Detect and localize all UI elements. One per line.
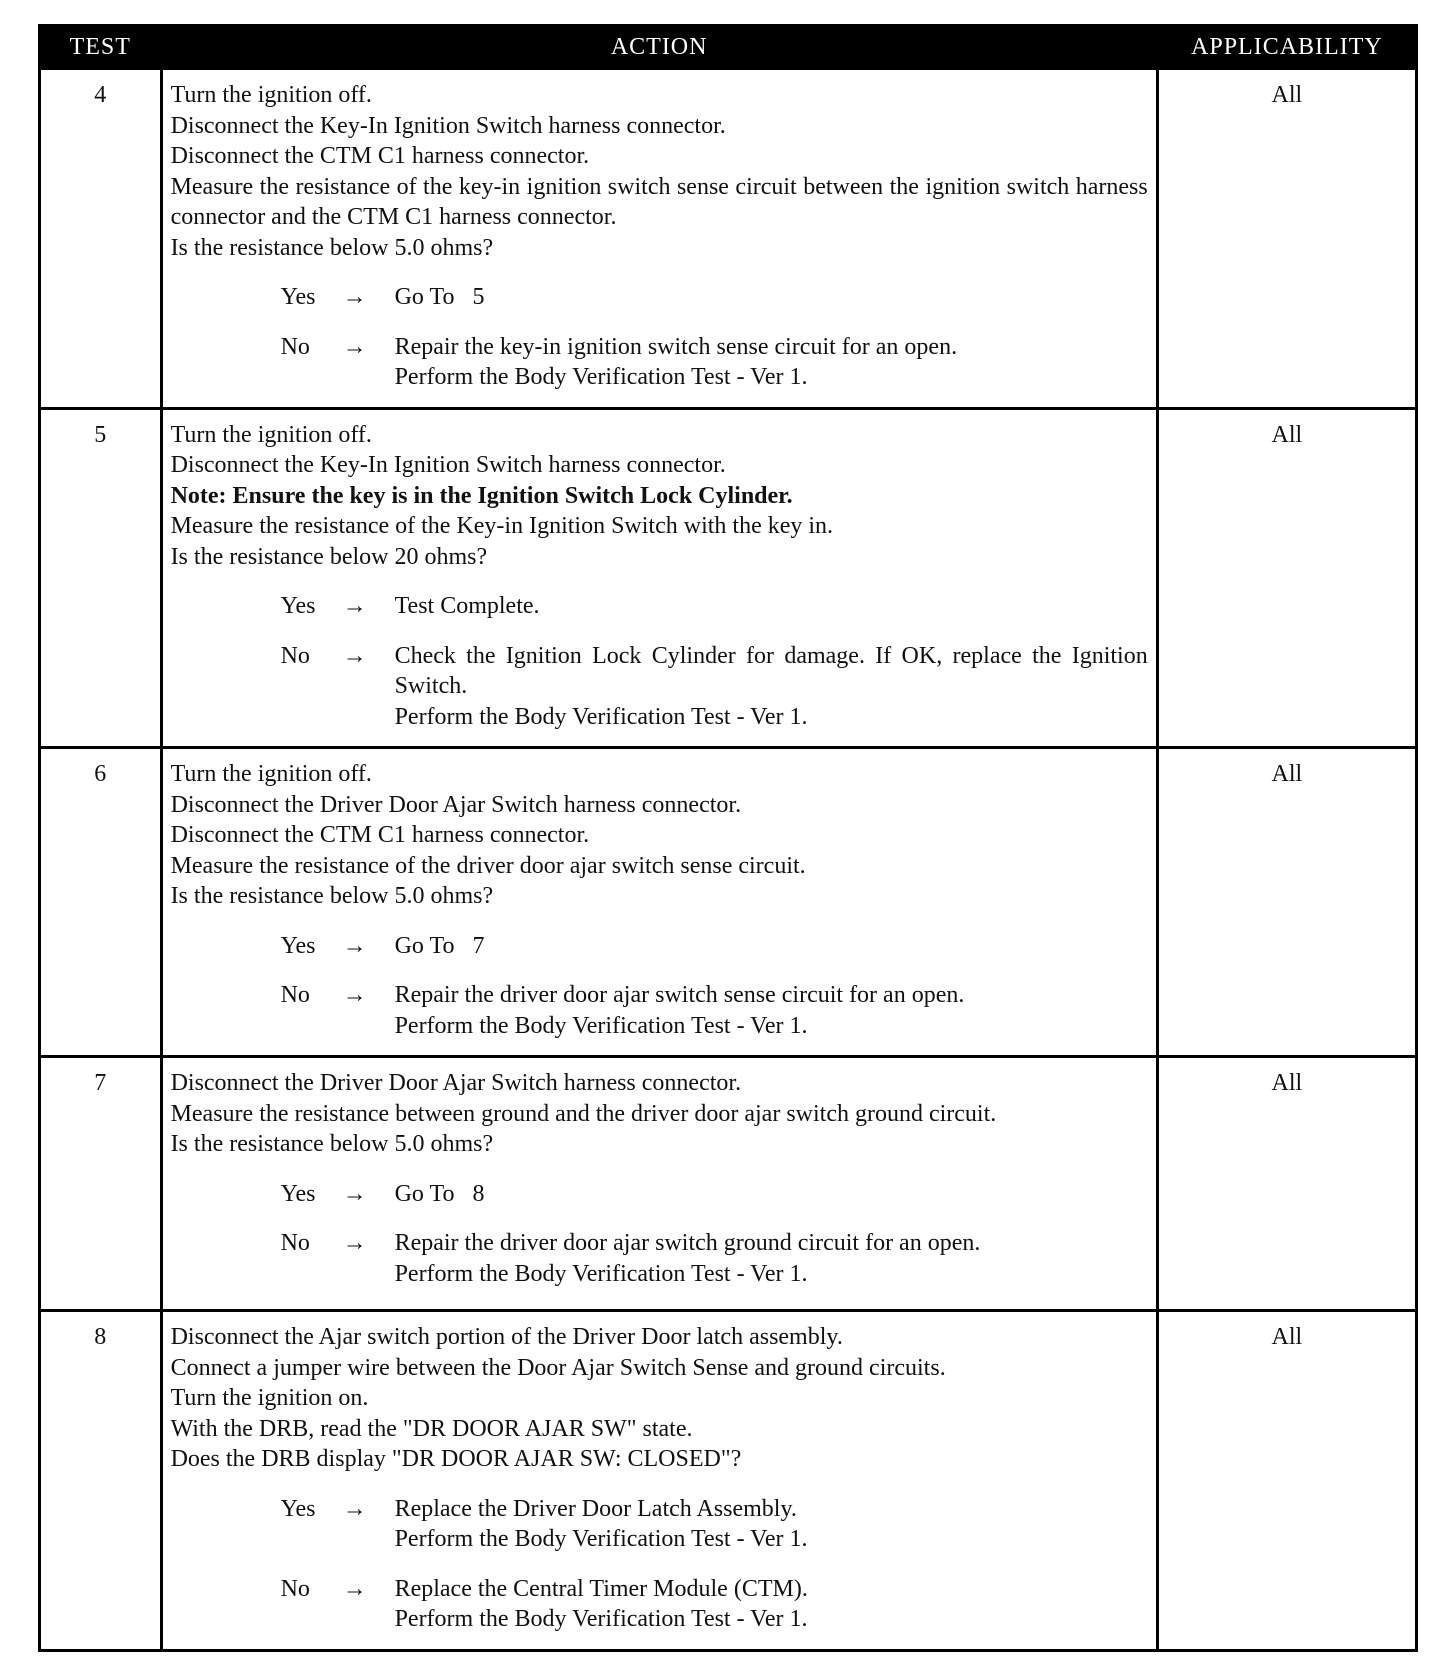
step-text: Turn the ignition off.: [170, 82, 372, 108]
result-text: Test Complete.: [394, 593, 540, 619]
step-text: Measure the resistance of the key-in ignition switch sense circuit between the ignition switch harness connector and the CTM C1 harness connector.: [170, 173, 1148, 230]
step-text: Disconnect the Driver Door Ajar Switch harness connector.: [170, 791, 742, 818]
result-text: Perform the Body Verification Test - Ver 1.: [394, 703, 808, 730]
header-test: TEST: [40, 26, 162, 69]
no-label: No: [280, 1230, 310, 1256]
result-text: Go To 8: [394, 1180, 485, 1207]
result-text: Perform the Body Verification Test - Ver 1.: [394, 1012, 808, 1039]
applicability-value: All: [1157, 408, 1416, 748]
table-row: [40, 748, 1417, 1057]
result-text: Perform the Body Verification Test - Ver 1.: [394, 1526, 808, 1552]
step-text: Turn the ignition off.: [170, 761, 372, 787]
question-text: Is the resistance below 20 ohms?: [170, 543, 488, 570]
result-text: Repair the driver door ajar switch ground circuit for an open.: [394, 1230, 981, 1256]
result-text: Check the Ignition Lock Cylinder for damage. If OK, replace the Ignition Switch.: [394, 642, 1148, 699]
applicability-value: All: [1157, 1311, 1416, 1651]
result-text: Repair the driver door ajar switch sense circuit for an open.: [394, 982, 965, 1008]
step-text: Disconnect the CTM C1 harness connector.: [170, 143, 590, 169]
result-text: Go To 7: [394, 932, 485, 959]
yes-result: [395, 591, 1148, 622]
arrow-right-icon: →: [342, 333, 367, 360]
header-applicability: APPLICABILITY: [1157, 26, 1416, 69]
test-number: 7: [40, 1057, 162, 1311]
arrow-right-icon: →: [342, 593, 367, 619]
no-outcome: [171, 1228, 1148, 1289]
yes-label: Yes: [280, 1180, 316, 1207]
step-text: Turn the ignition off.: [170, 421, 372, 448]
no-outcome: [171, 641, 1148, 733]
action-cell: [161, 748, 1157, 1057]
step-text: Measure the resistance of the driver door ajar switch sense circuit.: [170, 852, 806, 879]
no-outcome: [171, 980, 1148, 1041]
arrow-right-icon: →: [342, 642, 367, 669]
diagnostic-test-table: [38, 24, 1418, 1652]
no-outcome: [171, 1574, 1148, 1635]
applicability-value: All: [1157, 1057, 1416, 1311]
no-label: No: [280, 333, 310, 360]
yes-result: [395, 1179, 1148, 1210]
yes-outcome: [171, 1494, 1148, 1555]
yes-label: Yes: [280, 1495, 316, 1522]
result-text: Replace the Driver Door Latch Assembly.: [394, 1495, 797, 1522]
action-cell: [161, 1311, 1157, 1651]
question-text: Is the resistance below 5.0 ohms?: [170, 883, 494, 909]
arrow-right-icon: →: [342, 1495, 367, 1522]
action-cell: [161, 408, 1157, 748]
no-label: No: [280, 982, 310, 1008]
step-text: Disconnect the Key-In Ignition Switch harness connector.: [170, 112, 726, 139]
table-row: [40, 69, 1417, 409]
arrow-right-icon: →: [342, 932, 367, 959]
yes-result: [395, 282, 1148, 313]
question-text: Is the resistance below 5.0 ohms?: [170, 234, 494, 261]
table-row: [40, 1311, 1417, 1651]
test-number: 4: [40, 69, 162, 409]
yes-label: Yes: [280, 932, 316, 959]
test-number: 6: [40, 748, 162, 1057]
arrow-right-icon: →: [342, 1575, 367, 1602]
arrow-right-icon: →: [342, 284, 367, 310]
yes-result: [395, 931, 1148, 962]
step-text: Disconnect the CTM C1 harness connector.: [170, 822, 590, 848]
applicability-value: All: [1157, 748, 1416, 1057]
question-text: Does the DRB display "DR DOOR AJAR SW: CLOSED"?: [170, 1446, 742, 1472]
yes-outcome: [171, 591, 1148, 622]
step-text: Measure the resistance between ground and the driver door ajar switch ground circuit.: [170, 1100, 997, 1127]
no-result: [395, 980, 1148, 1041]
result-text: Go To 5: [394, 284, 485, 310]
arrow-right-icon: →: [342, 982, 367, 1008]
step-text: Disconnect the Key-In Ignition Switch harness connector.: [170, 452, 726, 478]
question-text: Is the resistance below 5.0 ohms?: [170, 1131, 494, 1157]
step-text: Disconnect the Driver Door Ajar Switch harness connector.: [170, 1070, 742, 1096]
yes-outcome: [171, 1179, 1148, 1210]
yes-outcome: [171, 282, 1148, 313]
result-text: Repair the key-in ignition switch sense circuit for an open.: [394, 333, 958, 360]
yes-label: Yes: [280, 284, 316, 310]
result-text: Perform the Body Verification Test - Ver 1.: [394, 1260, 808, 1287]
table-header-row: [40, 26, 1417, 69]
yes-outcome: [171, 931, 1148, 962]
step-text: Disconnect the Ajar switch portion of the Driver Door latch assembly.: [170, 1324, 843, 1350]
no-result: [395, 1574, 1148, 1635]
table-row: [40, 408, 1417, 748]
no-label: No: [280, 1575, 310, 1602]
no-label: No: [280, 642, 310, 669]
no-result: [395, 641, 1148, 733]
result-text: Perform the Body Verification Test - Ver 1.: [394, 364, 808, 390]
header-action: ACTION: [161, 26, 1157, 69]
step-text: Turn the ignition on.: [170, 1385, 369, 1411]
action-cell: [161, 69, 1157, 409]
no-result: [395, 1228, 1148, 1289]
step-text: Connect a jumper wire between the Door Ajar Switch Sense and ground circuits.: [170, 1354, 946, 1381]
step-text: Measure the resistance of the Key-in Ignition Switch with the key in.: [170, 513, 834, 539]
arrow-right-icon: →: [342, 1230, 367, 1256]
yes-result: [395, 1494, 1148, 1555]
test-number: 5: [40, 408, 162, 748]
note-text: Note: Ensure the key is in the Ignition Switch Lock Cylinder.: [170, 482, 793, 509]
yes-label: Yes: [280, 593, 316, 619]
result-text: Perform the Body Verification Test - Ver 1.: [394, 1606, 808, 1632]
table-row: [40, 1057, 1417, 1311]
diagnostic-test-table-container: [38, 24, 1418, 1652]
arrow-right-icon: →: [342, 1180, 367, 1207]
action-cell: [161, 1057, 1157, 1311]
applicability-value: All: [1157, 69, 1416, 409]
result-text: Replace the Central Timer Module (CTM).: [394, 1575, 808, 1602]
no-outcome: [171, 332, 1148, 393]
no-result: [395, 332, 1148, 393]
test-number: 8: [40, 1311, 162, 1651]
step-text: With the DRB, read the "DR DOOR AJAR SW" state.: [170, 1415, 693, 1442]
